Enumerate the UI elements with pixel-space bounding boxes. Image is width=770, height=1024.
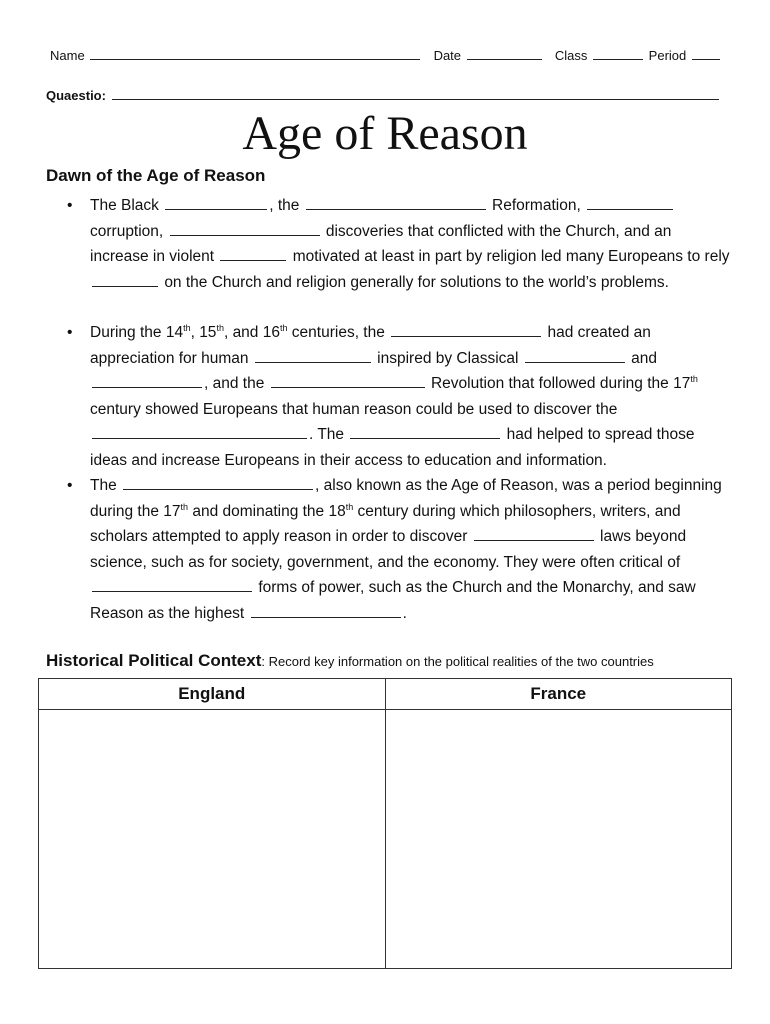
bullet-text: . The: [309, 426, 345, 443]
comparison-table: [38, 678, 732, 969]
fill-blank[interactable]: [170, 223, 320, 236]
class-label: Class: [554, 48, 588, 63]
bullet-text: motivated at least in part by religion led many Europeans to rely: [292, 248, 730, 265]
bullet-text: During the 14: [90, 324, 184, 341]
quaestio-label: Quaestio:: [46, 88, 106, 103]
bullet-text: century during which philosophers, writers, and scholars attempted to apply reason in order to discover: [90, 502, 681, 545]
fill-blank[interactable]: [587, 197, 673, 210]
fill-blank[interactable]: [220, 248, 286, 261]
bullet-text: and: [631, 349, 657, 367]
ordinal-suffix: th: [345, 501, 354, 512]
bullet-text: discoveries that conflicted with the Church, and an increase in violent: [90, 222, 672, 265]
fill-blank[interactable]: [251, 605, 401, 618]
date-label: Date: [433, 48, 462, 63]
bullet-text: , 15: [190, 324, 217, 341]
england-notes-cell[interactable]: [39, 710, 386, 968]
bullet-text: on the Church and religion generally for solutions to the world’s problems.: [164, 273, 669, 291]
bullet-text: corruption,: [90, 222, 164, 240]
period-label: Period: [648, 48, 687, 63]
bullet-text: .: [402, 604, 407, 622]
bullet-text: centuries, the: [287, 324, 385, 341]
fill-blank[interactable]: [255, 350, 371, 363]
date-field[interactable]: [467, 47, 542, 60]
bullet-enlightenment: [90, 473, 730, 626]
fill-blank[interactable]: [525, 350, 625, 363]
bullet-text: and dominating the 18: [188, 502, 346, 520]
table-header-row: [39, 679, 731, 710]
quaestio-field[interactable]: [112, 87, 719, 100]
name-field[interactable]: [90, 47, 420, 60]
ordinal-suffix: th: [183, 322, 191, 333]
column-header-france: France: [530, 684, 587, 703]
fill-blank[interactable]: [306, 197, 486, 210]
fill-blank[interactable]: [92, 426, 307, 439]
bullet-text: Revolution that followed during the 17: [430, 375, 691, 392]
fill-blank[interactable]: [350, 426, 500, 439]
bullet-text: laws beyond science, such as for society, government, and the economy. They were often critical of: [90, 528, 687, 571]
ordinal-suffix: th: [279, 322, 288, 333]
bullet-text: century showed Europeans that human reason could be used to discover the: [90, 400, 618, 418]
fill-blank[interactable]: [92, 579, 252, 592]
bullet-text: Reformation,: [492, 197, 581, 214]
column-header-england: England: [39, 679, 386, 709]
france-notes-cell[interactable]: [386, 710, 732, 968]
bullet-renaissance: [90, 320, 730, 473]
section-heading-label: Historical Political Context: [46, 651, 262, 670]
fill-blank[interactable]: [123, 477, 313, 490]
quaestio-line: [46, 87, 721, 103]
page-title: Age of Reason: [242, 107, 528, 160]
fill-blank[interactable]: [391, 324, 541, 337]
bullet-text: had created an appreciation for human: [90, 324, 651, 367]
fill-blank[interactable]: [92, 375, 202, 388]
table-row: [39, 710, 731, 968]
fill-blank[interactable]: [165, 197, 267, 210]
fill-blank[interactable]: [92, 274, 158, 287]
bullet-text: , the: [269, 197, 300, 214]
class-field[interactable]: [593, 47, 643, 60]
ordinal-suffix: th: [216, 322, 224, 333]
section-heading-dawn: Dawn of the Age of Reason: [46, 166, 266, 185]
ordinal-suffix: th: [690, 373, 698, 384]
bullet-text: , also known as the Age of Reason, was a period beginning during the 17: [90, 477, 722, 520]
fill-blank[interactable]: [474, 528, 594, 541]
bullet-text: , and 16: [223, 324, 280, 341]
bullet-text: The: [90, 477, 117, 494]
fill-blank[interactable]: [271, 375, 425, 388]
bullet-text: The Black: [90, 197, 159, 214]
bullet-text: , and the: [204, 375, 265, 392]
period-field[interactable]: [692, 47, 720, 60]
bullet-text: inspired by Classical: [377, 349, 519, 367]
bullet-text: had helped to spread those ideas and increase Europeans in their access to education and information.: [90, 426, 695, 469]
ordinal-suffix: th: [180, 501, 189, 512]
section-description: : Record key information on the political realities of the two countries: [261, 654, 654, 669]
section-heading-political-context: [46, 651, 654, 671]
name-date-class-period-line: [50, 47, 722, 63]
name-label: Name: [50, 48, 85, 63]
bullet-text: forms of power, such as the Church and the Monarchy, and saw Reason as the highest: [90, 579, 696, 622]
bullet-black-death: [90, 193, 730, 295]
